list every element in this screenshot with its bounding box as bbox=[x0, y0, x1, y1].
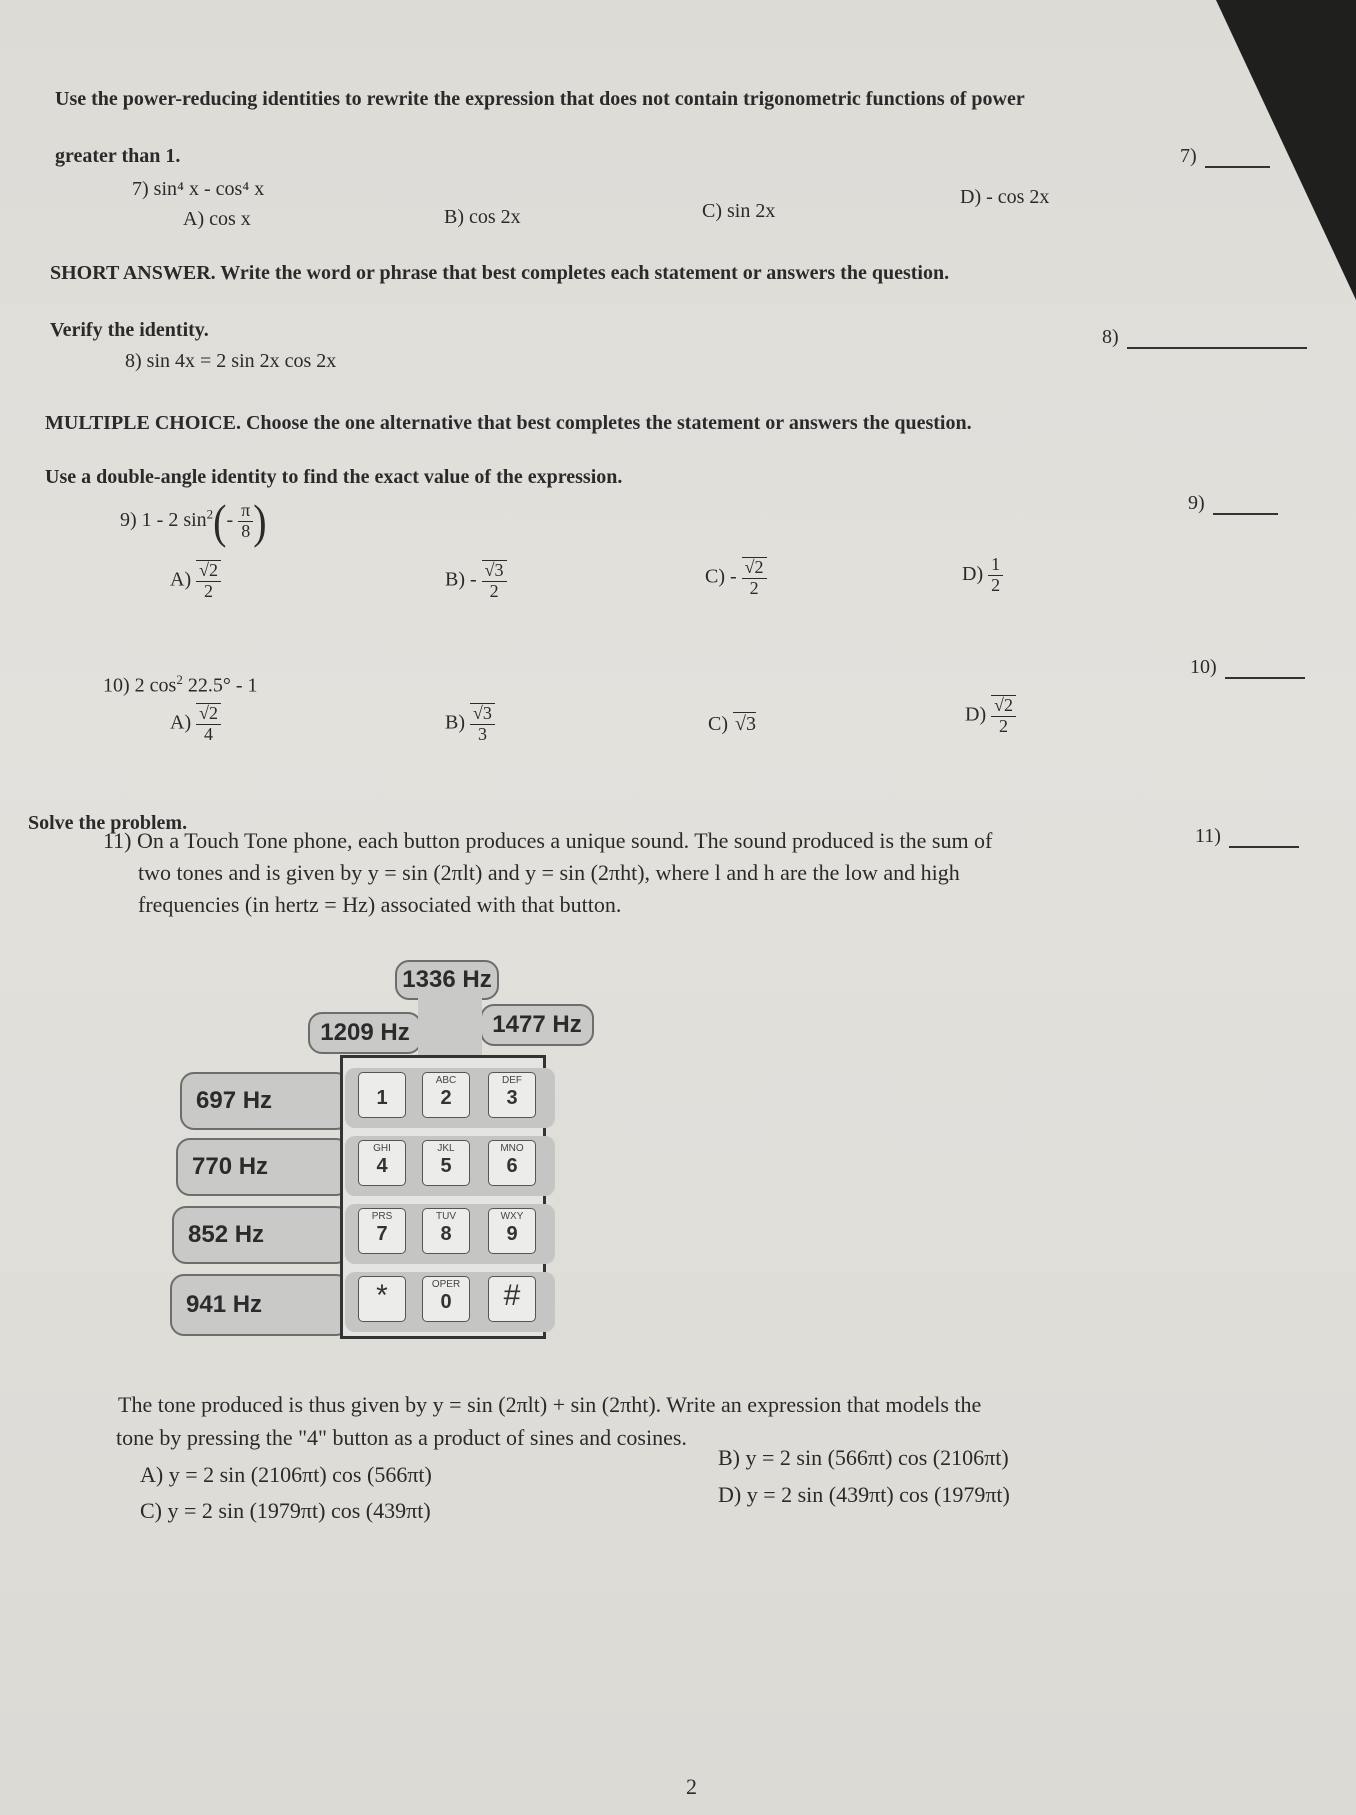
q10-choice-a-numerator: √2 bbox=[196, 703, 221, 725]
key-7-digit: 7 bbox=[376, 1223, 388, 1245]
q7-choice-a[interactable]: A) cos x bbox=[183, 208, 251, 230]
q7-number: 7) bbox=[132, 178, 149, 200]
q9-choice-b[interactable] bbox=[445, 560, 507, 602]
q11-number: 11) bbox=[103, 828, 132, 853]
high-freq-1336: 1336 Hz bbox=[395, 960, 499, 1000]
q9-number: 9) bbox=[120, 509, 137, 532]
solve-problem-heading: Solve the problem. bbox=[28, 812, 188, 834]
key-star-symbol: * bbox=[376, 1279, 388, 1312]
q7-expression: sin⁴ x - cos⁴ x bbox=[153, 178, 265, 200]
touch-tone-keypad-figure bbox=[170, 960, 610, 1360]
q7-choice-d[interactable]: D) - cos 2x bbox=[960, 186, 1050, 208]
q8-expression: sin 4x = 2 sin 2x cos 2x bbox=[146, 350, 337, 372]
q9-arg-numerator: π bbox=[238, 501, 253, 522]
q10-answer-blank[interactable] bbox=[1190, 656, 1305, 679]
q10-choice-d-label: D) bbox=[965, 703, 987, 726]
q9-choice-a-denominator: 2 bbox=[204, 580, 214, 601]
q9-arg-sign: - bbox=[226, 509, 234, 532]
q9-arg-denominator: 8 bbox=[241, 521, 251, 541]
q10-choice-c-label: C) bbox=[708, 713, 728, 735]
q7-answer-label: 7) bbox=[1180, 145, 1197, 167]
key-8-digit: 8 bbox=[440, 1223, 452, 1245]
key-5[interactable] bbox=[422, 1140, 470, 1186]
low-freq-941: 941 Hz bbox=[170, 1274, 350, 1336]
key-1-digit: 1 bbox=[376, 1087, 388, 1109]
q11-line2: two tones and is given by y = sin (2πlt) and y = sin (2πht), where l and h are the low and high bbox=[138, 860, 960, 885]
q9-choice-b-sign: - bbox=[470, 568, 477, 591]
key-6[interactable] bbox=[488, 1140, 536, 1186]
q10-number: 10) bbox=[103, 674, 130, 697]
high-freq-1477: 1477 Hz bbox=[480, 1004, 594, 1046]
key-3[interactable] bbox=[488, 1072, 536, 1118]
double-angle-instruction: Use a double-angle identity to find the exact value of the expression. bbox=[45, 466, 623, 488]
q7-instruction-line2: greater than 1. bbox=[55, 145, 181, 167]
key-9-digit: 9 bbox=[506, 1223, 518, 1245]
q9-choice-b-numerator: √3 bbox=[482, 560, 507, 582]
q10-answer-label: 10) bbox=[1190, 656, 1217, 678]
key-9[interactable] bbox=[488, 1208, 536, 1254]
q10-question bbox=[103, 672, 258, 698]
q10-choice-b[interactable] bbox=[445, 703, 495, 745]
q9-exponent: 2 bbox=[206, 506, 214, 522]
q11-after-line2: tone by pressing the "4" button as a product of sines and cosines. bbox=[116, 1425, 687, 1450]
q10-expression-a: 2 cos bbox=[134, 674, 177, 697]
low-freq-852: 852 Hz bbox=[172, 1206, 350, 1264]
q10-choice-d[interactable] bbox=[965, 695, 1016, 737]
q7-choice-b[interactable]: B) cos 2x bbox=[444, 206, 521, 228]
key-6-letters: MNO bbox=[500, 1143, 524, 1154]
q9-choice-d[interactable] bbox=[962, 555, 1003, 596]
key-6-digit: 6 bbox=[506, 1155, 518, 1177]
high-freq-1209: 1209 Hz bbox=[308, 1012, 422, 1054]
q10-choice-a[interactable] bbox=[170, 703, 221, 745]
q11-choice-a[interactable]: A) y = 2 sin (2106πt) cos (566πt) bbox=[140, 1462, 432, 1487]
q7-answer-blank[interactable] bbox=[1180, 145, 1270, 168]
multiple-choice-header: MULTIPLE CHOICE. Choose the one alternative that best completes the statement or answers the question. bbox=[45, 412, 972, 434]
key-2-letters: ABC bbox=[435, 1075, 457, 1086]
key-4[interactable] bbox=[358, 1140, 406, 1186]
q8-number: 8) bbox=[125, 350, 142, 372]
q10-choice-c-value: √3 bbox=[735, 713, 756, 735]
q9-choice-a[interactable] bbox=[170, 560, 221, 602]
q11-choice-d[interactable]: D) y = 2 sin (439πt) cos (1979πt) bbox=[718, 1482, 1010, 1507]
q9-choice-b-label: B) bbox=[445, 568, 465, 591]
key-4-letters: GHI bbox=[373, 1143, 391, 1154]
q10-choice-a-label: A) bbox=[170, 711, 192, 734]
q7-choice-c[interactable]: C) sin 2x bbox=[702, 200, 776, 222]
key-7-letters: PRS bbox=[371, 1211, 393, 1222]
key-3-digit: 3 bbox=[506, 1087, 518, 1109]
key-8[interactable] bbox=[422, 1208, 470, 1254]
q10-choice-d-denominator: 2 bbox=[999, 715, 1009, 736]
connector bbox=[418, 996, 482, 1056]
q11-line3: frequencies (in hertz = Hz) associated with that button. bbox=[138, 892, 622, 917]
low-freq-770: 770 Hz bbox=[176, 1138, 350, 1196]
q9-choice-c-label: C) bbox=[705, 565, 725, 588]
q9-choice-c-numerator: √2 bbox=[742, 557, 767, 579]
q9-choice-c-sign: - bbox=[730, 565, 737, 588]
q9-answer-blank[interactable] bbox=[1188, 492, 1278, 515]
q9-choice-a-numerator: √2 bbox=[196, 560, 221, 582]
q9-expression-prefix: 1 - 2 sin bbox=[141, 509, 207, 532]
q10-choice-a-denominator: 4 bbox=[204, 723, 214, 744]
q9-answer-label: 9) bbox=[1188, 492, 1205, 514]
q9-choice-a-label: A) bbox=[170, 568, 192, 591]
key-1-letters bbox=[359, 1075, 405, 1087]
key-hash-symbol: # bbox=[503, 1279, 521, 1312]
q8-answer-label: 8) bbox=[1102, 326, 1119, 348]
q8-answer-blank[interactable] bbox=[1102, 326, 1307, 349]
q9-choice-c-denominator: 2 bbox=[749, 577, 759, 598]
q11-answer-blank[interactable] bbox=[1195, 825, 1299, 848]
key-hash[interactable] bbox=[488, 1276, 536, 1322]
short-answer-header: SHORT ANSWER. Write the word or phrase that best completes each statement or answers the question. bbox=[50, 262, 950, 284]
key-0[interactable] bbox=[422, 1276, 470, 1322]
q11-choice-c[interactable]: C) y = 2 sin (1979πt) cos (439πt) bbox=[140, 1498, 431, 1523]
q10-choice-b-label: B) bbox=[445, 711, 465, 734]
q11-after-line1: The tone produced is thus given by y = sin (2πlt) + sin (2πht). Write an expression that models the bbox=[118, 1392, 982, 1417]
key-1[interactable] bbox=[358, 1072, 406, 1118]
q11-choice-b[interactable]: B) y = 2 sin (566πt) cos (2106πt) bbox=[718, 1445, 1009, 1470]
q7-instruction-line1: Use the power-reducing identities to rewrite the expression that does not contain trigonometric functions of power bbox=[55, 88, 1025, 110]
key-7[interactable] bbox=[358, 1208, 406, 1254]
q10-expression-b: 22.5° - 1 bbox=[187, 674, 258, 697]
q9-choice-d-denominator: 2 bbox=[991, 574, 1001, 595]
low-freq-697: 697 Hz bbox=[180, 1072, 350, 1130]
q9-choice-d-numerator: 1 bbox=[988, 555, 1003, 576]
q10-choice-b-numerator: √3 bbox=[470, 703, 495, 725]
key-0-letters: OPER bbox=[431, 1279, 461, 1290]
q9-choice-b-denominator: 2 bbox=[489, 580, 499, 601]
key-8-letters: TUV bbox=[436, 1211, 456, 1222]
q10-choice-b-denominator: 3 bbox=[477, 723, 487, 744]
key-star[interactable] bbox=[358, 1276, 406, 1322]
q11-answer-label: 11) bbox=[1195, 825, 1221, 847]
verify-identity-instruction: Verify the identity. bbox=[50, 319, 209, 341]
key-5-digit: 5 bbox=[440, 1155, 452, 1177]
key-9-letters: WXY bbox=[500, 1211, 524, 1222]
key-0-digit: 0 bbox=[440, 1291, 452, 1313]
page-number: 2 bbox=[686, 1774, 697, 1799]
q11-line1-text: On a Touch Tone phone, each button produces a unique sound. The sound produced is the sum of bbox=[137, 828, 993, 853]
q9-choice-c[interactable] bbox=[705, 557, 767, 599]
q11-line1 bbox=[103, 828, 992, 854]
q10-choice-c[interactable] bbox=[708, 713, 756, 736]
q10-exponent: 2 bbox=[176, 672, 183, 687]
q9-choice-d-label: D) bbox=[962, 562, 984, 585]
key-4-digit: 4 bbox=[376, 1155, 388, 1177]
q10-choice-d-numerator: √2 bbox=[991, 695, 1016, 717]
q8-question bbox=[125, 350, 336, 373]
key-5-letters: JKL bbox=[437, 1143, 455, 1154]
key-2-digit: 2 bbox=[440, 1087, 452, 1109]
key-2[interactable] bbox=[422, 1072, 470, 1118]
q9-question: 9) 1 - 2 $\sin^2(-$ $\frac{\pi}{8}$ ) bbox=[120, 494, 267, 549]
key-3-letters: DEF bbox=[502, 1075, 522, 1086]
q7-question bbox=[132, 178, 264, 201]
